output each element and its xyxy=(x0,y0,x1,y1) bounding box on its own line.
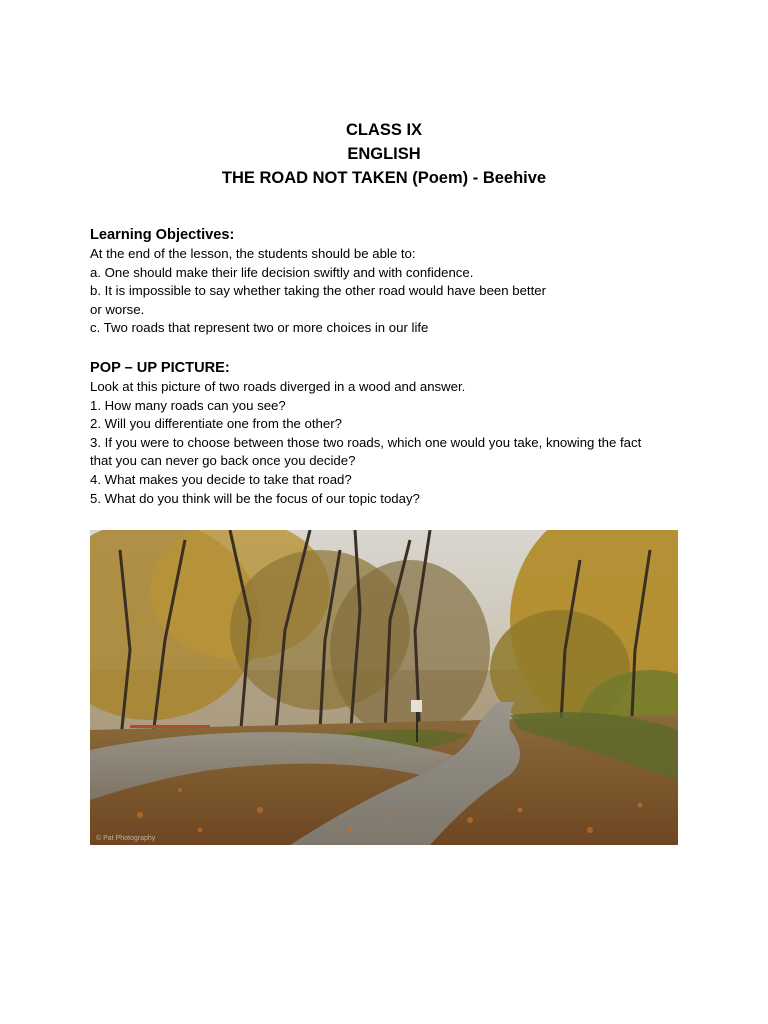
pop-up-picture-section xyxy=(90,358,680,508)
lesson-title: THE ROAD NOT TAKEN (Poem) - Beehive xyxy=(221,169,547,187)
autumn-forest-illustration xyxy=(90,530,678,845)
subject-heading: ENGLISH xyxy=(347,145,421,163)
question-line: 4. What makes you decide to take that road? xyxy=(90,471,352,487)
question-line: that you can never go back once you decide? xyxy=(90,453,356,469)
learning-objectives-heading: Learning Objectives: xyxy=(90,227,235,243)
learning-objectives-section xyxy=(90,225,680,338)
objective-line: b. It is impossible to say whether taking the other road would have been better xyxy=(90,283,546,299)
question-line: Look at this picture of two roads diverged in a wood and answer. xyxy=(90,379,466,394)
question-line: 5. What do you think will be the focus of our topic today? xyxy=(90,490,420,506)
class-heading: CLASS IX xyxy=(345,121,423,139)
objective-line: c. Two roads that represent two or more choices in our life xyxy=(90,320,429,336)
objective-line: a. One should make their life decision swiftly and with confidence. xyxy=(90,264,474,280)
two-roads-autumn-photo xyxy=(90,530,678,845)
objective-line: or worse. xyxy=(90,301,145,317)
photo-watermark: © Pat Photography xyxy=(96,835,156,842)
question-line: 2. Will you differentiate one from the other? xyxy=(90,416,342,432)
question-line: 3. If you were to choose between those two roads, which one would you take, knowing the fact xyxy=(90,434,642,450)
question-line: 1. How many roads can you see? xyxy=(90,397,286,413)
objective-line: At the end of the lesson, the students should be able to: xyxy=(90,246,416,261)
document-title-block xyxy=(0,118,768,190)
pop-up-picture-heading: POP – UP PICTURE: xyxy=(90,360,230,376)
